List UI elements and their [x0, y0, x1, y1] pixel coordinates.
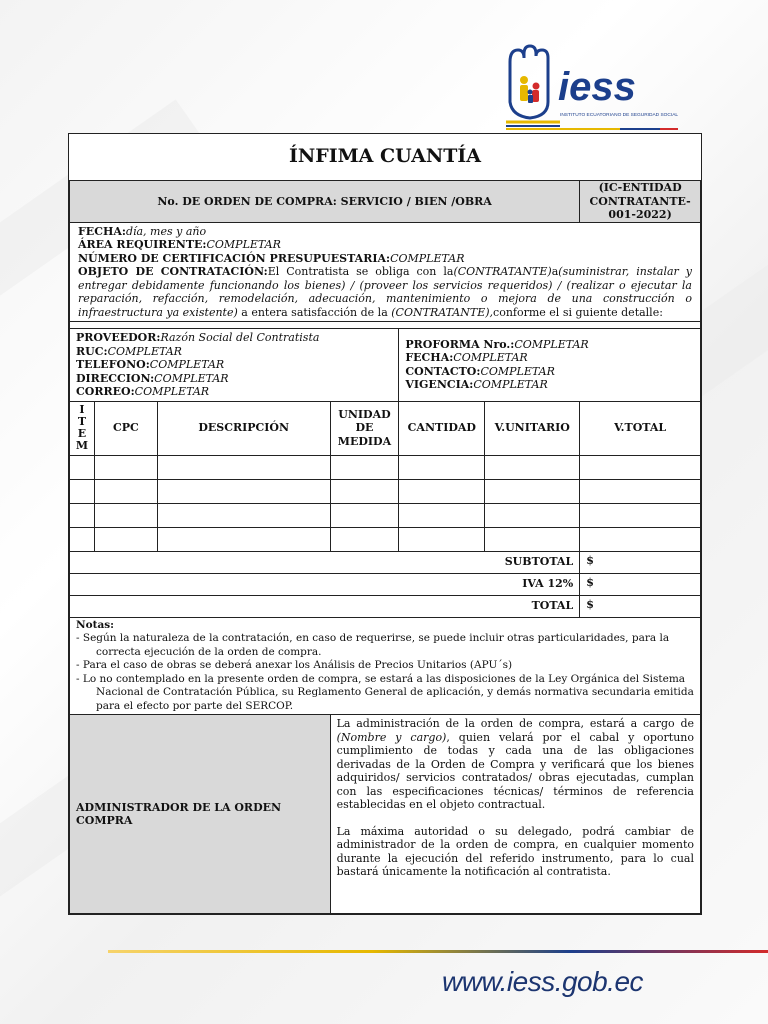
notes-section: Notas: - Según la naturaleza de la contratación, en caso de requerirse, se puede incluir otras particularidades, para la correcta ejecución de la orden de compra. - Para el caso de obras se deberá anexar los Análisis de Precios Unitarios (APU´s) - Lo no contemplado en la presente orden de compra, se estará a las disposiciones de la Ley Orgánica del Sistema Nacional de Contratación Pública, su Reglamento General de aplicación, y demás normativa secundaria emitida para el efecto por parte del SERCOP. — [70, 617, 701, 715]
header-cantidad: CANTIDAD — [399, 401, 485, 455]
subtotal-value[interactable]: $ — [580, 551, 701, 573]
subtotal-label: SUBTOTAL — [70, 551, 580, 573]
order-number-label: No. DE ORDEN DE COMPRA: SERVICIO / BIEN /OBRA — [70, 181, 580, 223]
purchase-order-form — [68, 133, 702, 915]
order-code: (IC-ENTIDAD CONTRATANTE- 001-2022) — [580, 181, 701, 223]
footer-url[interactable]: www.iess.gob.ec — [442, 966, 644, 997]
form-title: ÍNFIMA CUANTÍA — [70, 134, 701, 181]
iess-logo-icon — [500, 42, 690, 132]
iva-value[interactable]: $ — [580, 573, 701, 595]
svg-text:iess: iess — [558, 65, 636, 109]
table-row[interactable] — [70, 455, 701, 479]
proforma-info: PROFORMA Nro.:COMPLETAR FECHA:COMPLETAR CONTACTO:COMPLETAR VIGENCIA:COMPLETAR — [399, 329, 701, 402]
header-descripcion: DESCRIPCIÓN — [157, 401, 330, 455]
svg-text:INSTITUTO ECUATORIANO DE SEGUR: INSTITUTO ECUATORIANO DE SEGURIDAD SOCIAL — [560, 113, 679, 118]
total-value[interactable]: $ — [580, 595, 701, 617]
header-v-unitario: V.UNITARIO — [485, 401, 580, 455]
admin-label: ADMINISTRADOR DE LA ORDEN COMPRA — [70, 715, 331, 914]
header-unidad: UNIDAD DE MEDIDA — [330, 401, 399, 455]
iva-label: IVA 12% — [70, 573, 580, 595]
table-row[interactable] — [70, 527, 701, 551]
total-label: TOTAL — [70, 595, 580, 617]
general-info: FECHA:día, mes y año ÁREA REQUIRENTE:COMPLETAR NÚMERO DE CERTIFICACIÓN PRESUPUESTARIA:COMPLETAR OBJETO DE CONTRATACIÓN:El Contratista se obliga con la(CONTRATANTE)a(suministrar, instalar y entregar debidamente funcionando los bienes) / (proveer los servicios requeridos) / (realizar o ejecutar la reparación, refacción, remodelación, adecuación, mantenimiento o mejora de una construcción o infraestructura ya existente) a entera satisfacción de la (CONTRATANTE),conforme el si guiente detalle: — [70, 222, 701, 322]
supplier-info: PROVEEDOR:Razón Social del Contratista RUC:COMPLETAR TELEFONO:COMPLETAR DIRECCION:COMPLETAR CORREO:COMPLETAR — [70, 329, 399, 402]
header-item: I T E M — [70, 401, 95, 455]
admin-description: La administración de la orden de compra, estará a cargo de (Nombre y cargo), quien velará por el cabal y oportuno cumplimiento de todas y cada una de las obligaciones derivadas de la Orden de Compra y verificará que los bienes adquiridos/ servicios contratados/ obras ejecutadas, cumplan con las especificaciones técnicas/ términos de referencia establecidas en el objeto contractual. La máxima autoridad o su delegado, podrá cambiar de administrador de la orden de compra, en cualquier momento durante la ejecución del referido instrumento, para lo cual bastará únicamente la notificación al contratista. — [330, 715, 700, 914]
header-cpc: CPC — [94, 401, 157, 455]
table-row[interactable] — [70, 503, 701, 527]
iess-logo — [500, 42, 690, 132]
footer-divider — [108, 950, 768, 953]
table-row[interactable] — [70, 479, 701, 503]
header-v-total: V.TOTAL — [580, 401, 701, 455]
